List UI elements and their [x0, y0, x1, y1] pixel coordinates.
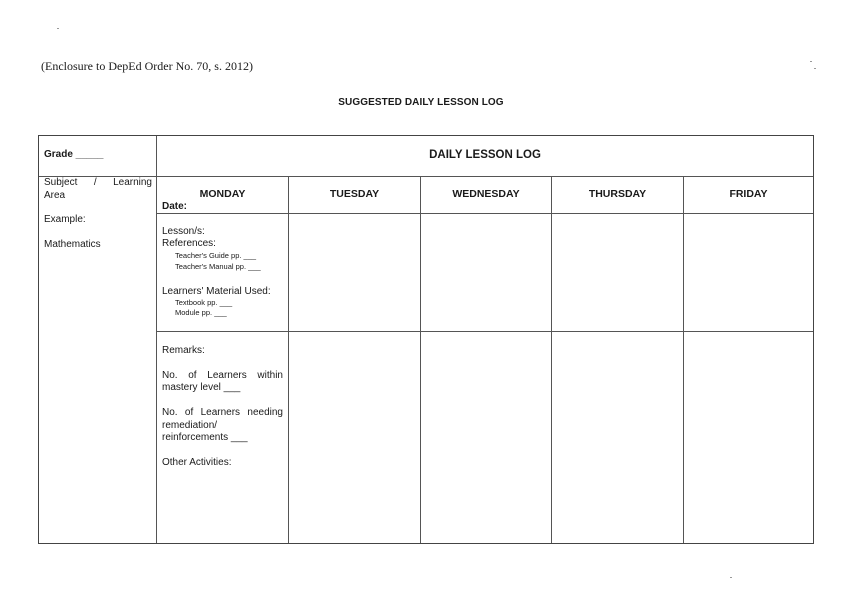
scan-speck [57, 28, 59, 29]
date-label: Date: [162, 201, 188, 212]
remediation-line-3: reinforcements ___ [162, 432, 248, 443]
remarks-label: Remarks: [162, 345, 205, 356]
remediation-line-1: No. of Learners needing [162, 407, 283, 418]
subject-label-line-1: Subject / Learning [44, 177, 152, 188]
enclosure-note: (Enclosure to DepEd Order No. 70, s. 2012) [41, 59, 253, 73]
mastery-line-1: No. of Learners within [162, 370, 283, 381]
day-header-thursday: THURSDAY [588, 188, 647, 200]
teachers-guide-pages: Teacher's Guide pp. ___ [175, 251, 257, 260]
learners-material-label: Learners' Material Used: [162, 286, 271, 297]
teachers-manual-pages: Teacher's Manual pp. ___ [175, 262, 261, 271]
day-header-friday: FRIDAY [729, 188, 768, 200]
column-divider [288, 176, 289, 543]
column-divider [683, 176, 684, 543]
scan-speck [730, 577, 732, 578]
remediation-line-2: remediation/ [162, 420, 218, 431]
lessons-label: Lesson/s: [162, 226, 205, 237]
scan-speck [814, 68, 816, 69]
row-divider [156, 331, 813, 332]
day-header-wednesday: WEDNESDAY [452, 188, 520, 200]
module-pages: Module pp. ___ [175, 308, 227, 317]
row-divider [156, 213, 813, 214]
day-header-tuesday: TUESDAY [329, 188, 380, 200]
other-activities-label: Other Activities: [162, 457, 232, 468]
textbook-pages: Textbook pp. ___ [175, 298, 233, 307]
day-header-monday: MONDAY [199, 188, 246, 200]
example-label: Example: [44, 214, 86, 225]
column-divider [551, 176, 552, 543]
subject-label-line-2: Area [44, 190, 66, 201]
lesson-log-table [38, 135, 814, 544]
row-divider [39, 176, 813, 177]
daily-lesson-log-heading: DAILY LESSON LOG [429, 149, 541, 161]
scan-speck [810, 61, 812, 62]
document-title: SUGGESTED DAILY LESSON LOG [338, 97, 504, 108]
example-subject: Mathematics [44, 239, 101, 250]
references-label: References: [162, 238, 216, 249]
grade-field: Grade _____ [44, 149, 104, 160]
column-divider [420, 176, 421, 543]
mastery-line-2: mastery level ___ [162, 382, 241, 393]
